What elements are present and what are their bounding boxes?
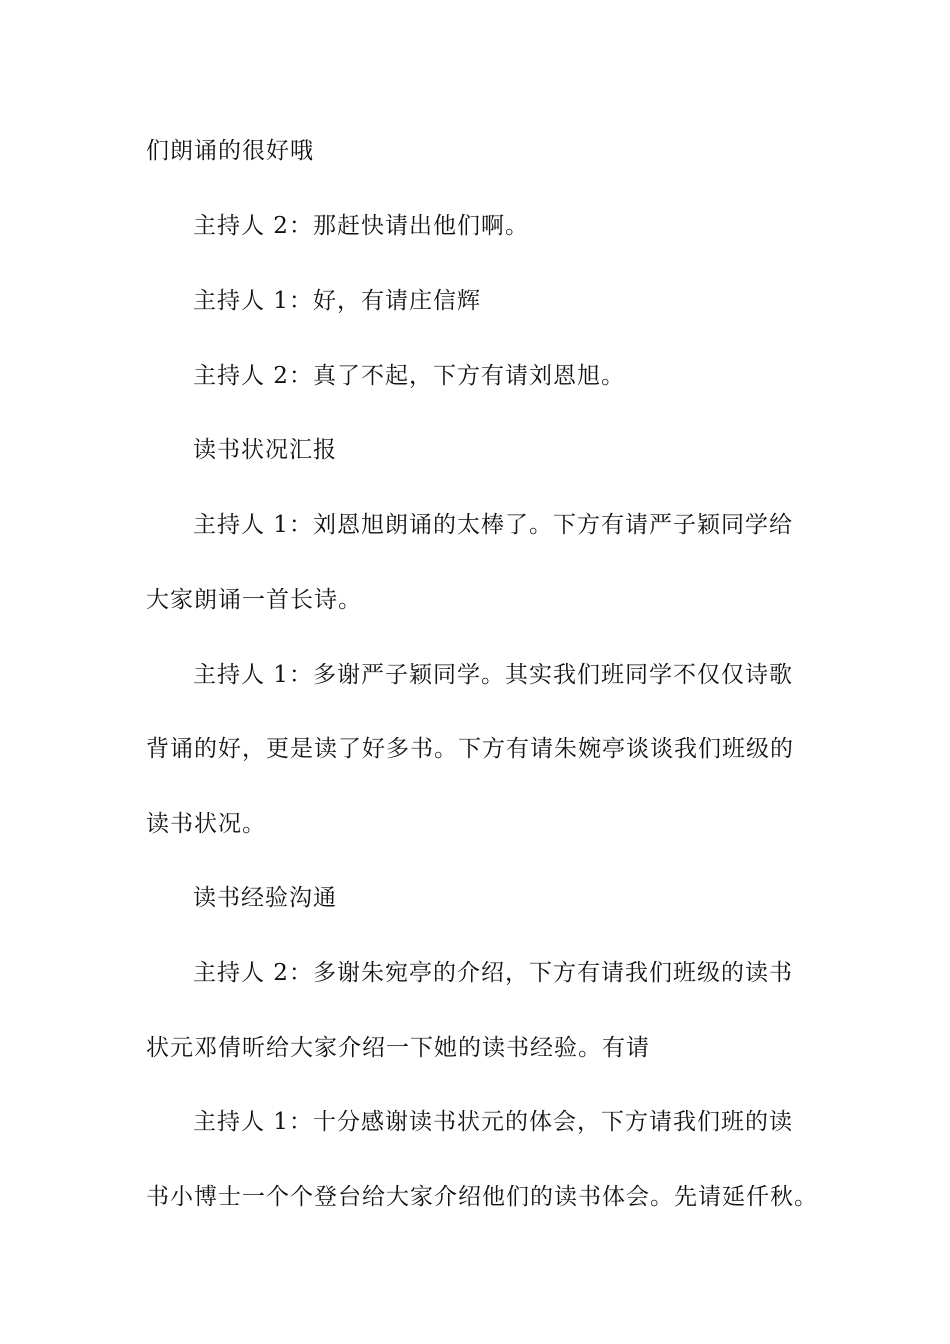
text-line-continuation: 大家朗诵一首长诗。 (146, 587, 362, 613)
section-heading-reading-report: 读书状况汇报 (193, 437, 337, 463)
text-line-continuation: 们朗诵的很好哦 (146, 138, 314, 164)
text-line-host2: 主持人 2：多谢朱宛亭的介绍，下方有请我们班级的读书 (193, 960, 793, 986)
section-heading-reading-experience: 读书经验沟通 (193, 885, 337, 911)
text-line-host1: 主持人 1：十分感谢读书状元的体会，下方请我们班的读 (193, 1109, 793, 1135)
text-line-host1: 主持人 1：好，有请庄信辉 (193, 288, 481, 314)
text-line-host1: 主持人 1：刘恩旭朗诵的太棒了。下方有请严子颖同学给 (193, 512, 793, 538)
text-line-host2: 主持人 2：真了不起，下方有请刘恩旭。 (193, 363, 625, 389)
text-line-continuation: 背诵的好，更是读了好多书。下方有请朱婉亭谈谈我们班级的 (146, 736, 794, 762)
text-line-continuation: 读书状况。 (146, 811, 266, 837)
text-line-host2: 主持人 2：那赶快请出他们啊。 (193, 213, 529, 239)
text-line-continuation: 书小博士一个个登台给大家介绍他们的读书体会。先请延仟秋。 (146, 1184, 818, 1210)
text-line-host1: 主持人 1：多谢严子颖同学。其实我们班同学不仅仅诗歌 (193, 662, 793, 688)
text-line-continuation: 状元邓倩昕给大家介绍一下她的读书经验。有请 (146, 1035, 650, 1061)
